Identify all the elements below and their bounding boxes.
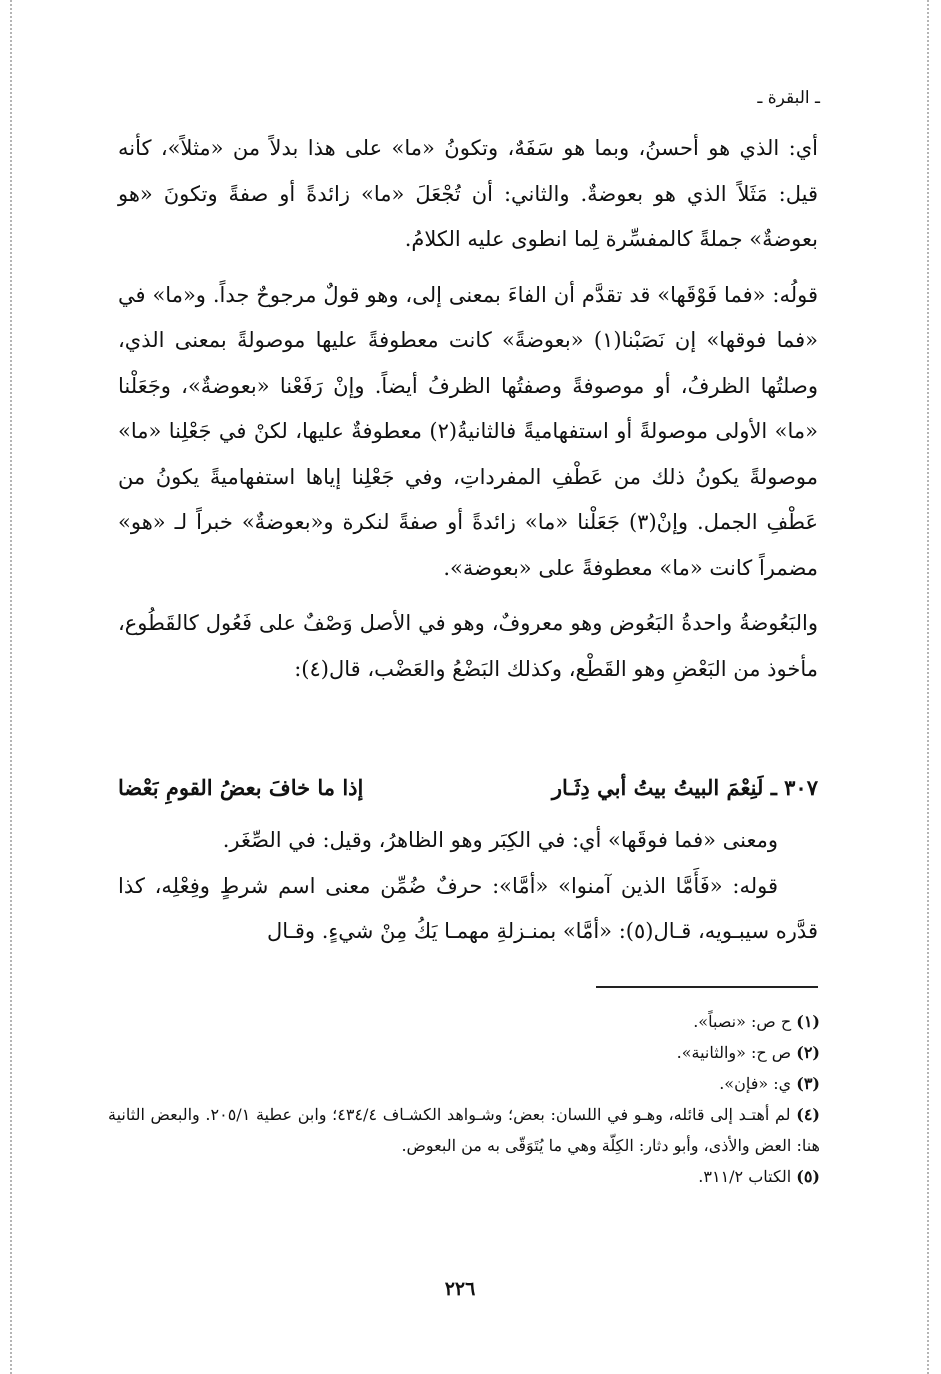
- paragraph: والبَعُوضةُ واحدةُ البَعُوض وهو معروفٌ، وهو في الأصل وَصْفٌ على فَعُول كالقَطُوع، مأخوذ من البَعْضِ وهو القَطْع، وكذلك البَضْعُ والعَضْب، قال(٤):: [118, 611, 818, 681]
- footnote: [108, 1068, 820, 1099]
- verse-first-part: [552, 765, 818, 810]
- footnote-number: (٣): [796, 1074, 820, 1093]
- scan-edge-left: [10, 0, 12, 1374]
- verse-second-hemistich: إذا ما خافَ بعضُ القومِ بَعْضا: [118, 775, 364, 800]
- footnote-number: (١): [796, 1012, 820, 1031]
- main-text: [118, 126, 818, 692]
- verse-first-hemistich: ـ لَنِعْمَ البيتُ بيتُ أبي دِثَـار: [551, 775, 777, 800]
- paragraph: قوله: «فَأَمَّا الذين آمنوا» «أمَّا»: حرفٌ ضُمِّن معنى اسم شرطٍ وفِعْلِه، كذا قدَّره سيبـويه، قـال(٥): «أمَّا» بمنـزلةِ مهمـا يَكُ مِنْ شيءٍ. وقـال: [118, 873, 818, 943]
- footnote: [108, 1006, 820, 1037]
- footnote: [108, 1161, 820, 1192]
- footnote-text: ص ح: «والثانية».: [676, 1043, 792, 1062]
- footnote-number: (٥): [796, 1167, 820, 1186]
- footnote-text: الكتاب ٣١١/٢.: [698, 1167, 792, 1186]
- footnote: [108, 1099, 820, 1161]
- paragraph: أي: الذي هو أحسنُ، وبما هو سَفَهٌ، وتكونُ «ما» على هذا بدلاً من «مثلاً»، كأنه قيل: مَثَلاً الذي هو بعوضةٌ. والثاني: أن تُجْعَلَ «ما» زائدةً أو صفةً وتكونَ «هو بعوضةٌ» جملةً كالمفسِّرة لِما انطوى عليه الكلامُ.: [118, 136, 818, 251]
- footnote: [108, 1037, 820, 1068]
- footnote-number: (٢): [796, 1043, 820, 1062]
- poetry-verse: [118, 765, 818, 810]
- paragraph: ومعنى «فما فوقَها» أي: في الكِبَر وهو الظاهرُ، وقيل: في الصِّغَر.: [222, 828, 778, 852]
- footnote-text: ي: «فإن».: [719, 1074, 792, 1093]
- after-verse-text: [118, 818, 818, 955]
- footnote-text: لم أهتـد إلى قائله، وهـو في اللسان: بعض؛ وشـواهد الكشـاف ٤٣٤/٤؛ وابن عطية ٢٠٥/١. والبعض الثانية هنا: العض والأذى، وأبو دثار: الكِلّة وهي ما يُتَوَقّى به من البعوض.: [108, 1105, 820, 1155]
- scan-edge-right: [927, 0, 929, 1374]
- footnote-text: ح ص: «نصباً».: [693, 1012, 792, 1031]
- verse-number: ٣٠٧: [784, 775, 818, 800]
- running-head: ـ البقرة ـ: [757, 88, 820, 108]
- footnote-separator: [596, 986, 818, 988]
- paragraph: قولُه: «فما فَوْقَها» قد تقدَّم أن الفاءَ بمعنى إلى، وهو قولٌ مرجوحٌ جداً. و«ما» في «فما فوقها» إن نَصَبْنا(١) «بعوضةً» كانت معطوفةً عليها موصولةً بمعنى الذي، وصلتُها الظرفُ، أو موصوفةً وصفتُها الظرفُ أيضاً. وإنْ رَفَعْنا «بعوضةٌ»، وجَعَلْنا «ما» الأولى موصولةً أو استفهاميةً فالثانيةُ(٢) معطوفةٌ عليها، لكنْ في جَعْلِنا «ما» موصولةً يكونُ ذلك من عَطْفِ المفرداتِ، وفي جَعْلِنا إياها استفهاميةً يكونُ من عَطْفِ الجمل. وإنْ(٣) جَعَلْنا «ما» زائدةً أو صفةً لنكرة و«بعوضةٌ» خبراً لـ «هو» مضمراً كانت «ما» معطوفةً على «بعوضة».: [118, 282, 819, 580]
- footnotes: [108, 1006, 820, 1192]
- footnote-number: (٤): [796, 1105, 820, 1124]
- page-number: ٢٢٦: [444, 1278, 476, 1300]
